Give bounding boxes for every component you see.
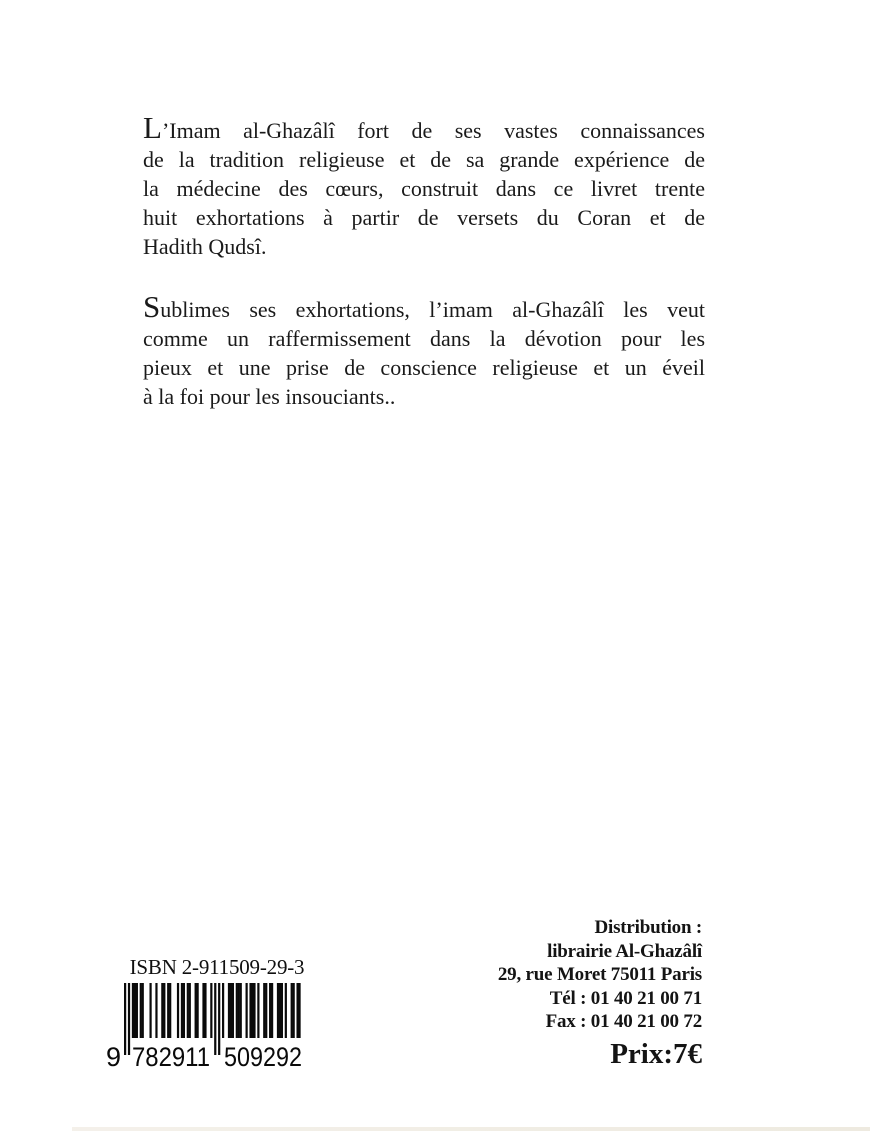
paragraph [143, 291, 705, 411]
distribution-line: 29, rue Moret 75011 Paris [497, 964, 702, 985]
isbn-label: ISBN 2-911509-29-3 [129, 955, 305, 979]
blurb-line: Sublimes ses exhortations, l’imam al-Ghazâlî les veut [143, 289, 705, 324]
distribution-line: Distribution : [594, 917, 702, 938]
lead-letter: L [143, 110, 162, 145]
blurb-line: de la tradition religieuse et de sa grande expérience de [143, 147, 705, 172]
distribution-line: Tél : 01 40 21 00 71 [549, 987, 702, 1009]
svg-text:782911: 782911 [132, 1042, 210, 1071]
distribution-block [498, 916, 702, 1071]
blurb-line: à la foi pour les insouciants.. [143, 384, 396, 409]
blurb-text [143, 112, 705, 411]
blurb-line: Hadith Qudsî. [143, 234, 267, 259]
lead-letter: S [143, 289, 161, 324]
paragraph [143, 112, 705, 261]
svg-text:9: 9 [105, 1042, 121, 1071]
blurb-line: la médecine des cœurs, construit dans ce livret trente [143, 176, 705, 201]
blurb-line: huit exhortations à partir de versets du Coran et de [143, 205, 705, 230]
isbn-barcode-block [104, 953, 322, 1071]
blurb-line: comme un raffermissement dans la dévotion pour les [143, 326, 705, 351]
distribution-line: librairie Al-Ghazâlî [547, 940, 702, 962]
price: Prix:7€ [610, 1037, 702, 1070]
svg-text:509292: 509292 [224, 1042, 302, 1071]
distribution-line: Fax : 01 40 21 00 72 [545, 1011, 702, 1032]
page-bottom-edge [72, 1127, 870, 1131]
ean13-barcode [104, 983, 322, 1071]
blurb-line: pieux et une prise de conscience religieuse et un éveil [143, 355, 705, 380]
blurb-line: L’Imam al-Ghazâlî fort de ses vastes connaissances [143, 110, 705, 145]
